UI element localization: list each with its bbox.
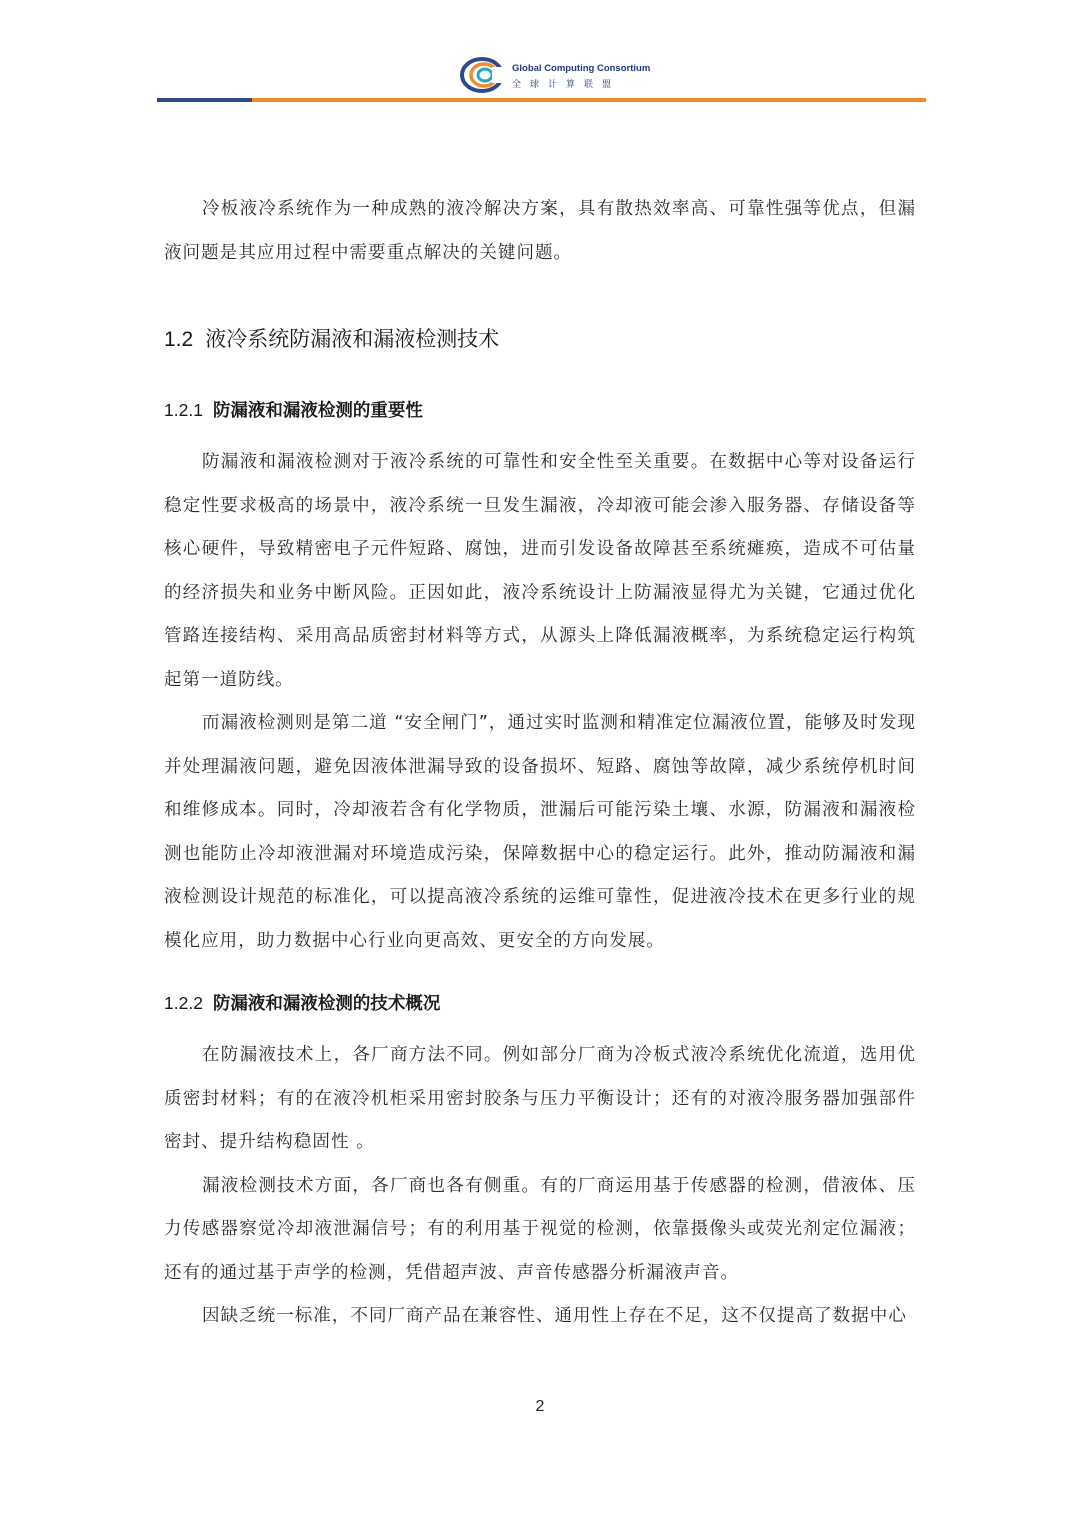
subsection-heading-2 bbox=[164, 983, 916, 1024]
page-number: 2 bbox=[535, 1398, 545, 1415]
header-rule-blue bbox=[157, 98, 252, 102]
header-rule-orange bbox=[252, 98, 926, 102]
section-number: 1.2 bbox=[164, 328, 194, 351]
org-name-zh: 全球计算联盟 bbox=[512, 80, 621, 90]
page-header bbox=[0, 0, 1080, 110]
paragraph: 防漏液和漏液检测对于液冷系统的可靠性和安全性至关重要。在数据中心等对设备运行稳定性要求极高的场景中，液冷系统一旦发生漏液，冷却液可能会渗入服务器、存储设备等核心硬件，导致精密电子元件短路、腐蚀，进而引发设备故障甚至系统瘫痪，造成不可估量的经济损失和业务中断风险。正因如此，液冷系统设计上防漏液显得尤为关键，它通过优化管路连接结构、采用高品质密封材料等方式，从源头上降低漏液概率，为系统稳定运行构筑起第一道防线。 bbox=[164, 452, 916, 690]
subsection-number: 1.2.2 bbox=[164, 993, 203, 1013]
section-title: 液冷系统防漏液和漏液检测技术 bbox=[205, 327, 500, 351]
paragraph: 因缺乏统一标准，不同厂商产品在兼容性、通用性上存在不足，这不仅提高了数据中心 bbox=[202, 1306, 907, 1326]
subsection-title: 防漏液和漏液检测的技术概况 bbox=[212, 994, 441, 1014]
section-heading bbox=[164, 309, 916, 370]
subsection-number: 1.2.1 bbox=[164, 400, 203, 420]
intro-paragraph: 冷板液冷系统作为一种成熟的液冷解决方案，具有散热效率高、可靠性强等优点，但漏液问题是其应用过程中需要重点解决的关键问题。 bbox=[164, 199, 916, 263]
subsection-heading-1 bbox=[164, 390, 916, 431]
gcc-logo-icon bbox=[460, 57, 506, 93]
paragraph: 而漏液检测则是第二道 “安全闸门”，通过实时监测和精准定位漏液位置，能够及时发现并处理漏液问题，避免因液体泄漏导致的设备损坏、短路、腐蚀等故障，减少系统停机时间和维修成本。同时，冷却液若含有化学物质，泄漏后可能污染土壤、水源，防漏液和漏液检测也能防止冷却液泄漏对环境造成污染，保障数据中心的稳定运行。此外，推动防漏液和漏液检测设计规范的标准化，可以提高液冷系统的运维可靠性，促进液冷技术在更多行业的规模化应用，助力数据中心行业向更高效、更安全的方向发展。 bbox=[164, 713, 916, 951]
org-name-en: Global Computing Consortium bbox=[512, 63, 651, 74]
paragraph: 漏液检测技术方面，各厂商也各有侧重。有的厂商运用基于传感器的检测，借液体、压力传感器察觉冷却液泄漏信号；有的利用基于视觉的检测，依靠摄像头或荧光剂定位漏液；还有的通过基于声学的检测，凭借超声波、声音传感器分析漏液声音。 bbox=[164, 1175, 916, 1283]
paragraph: 在防漏液技术上，各厂商方法不同。例如部分厂商为冷板式液冷系统优化流道，选用优质密封材料；有的在液冷机柜采用密封胶条与压力平衡设计；还有的对液冷服务器加强部件密封、提升结构稳固性 。 bbox=[164, 1045, 916, 1152]
subsection-title: 防漏液和漏液检测的重要性 bbox=[212, 401, 423, 421]
gcc-logo bbox=[460, 57, 760, 97]
document-body bbox=[164, 188, 916, 1339]
